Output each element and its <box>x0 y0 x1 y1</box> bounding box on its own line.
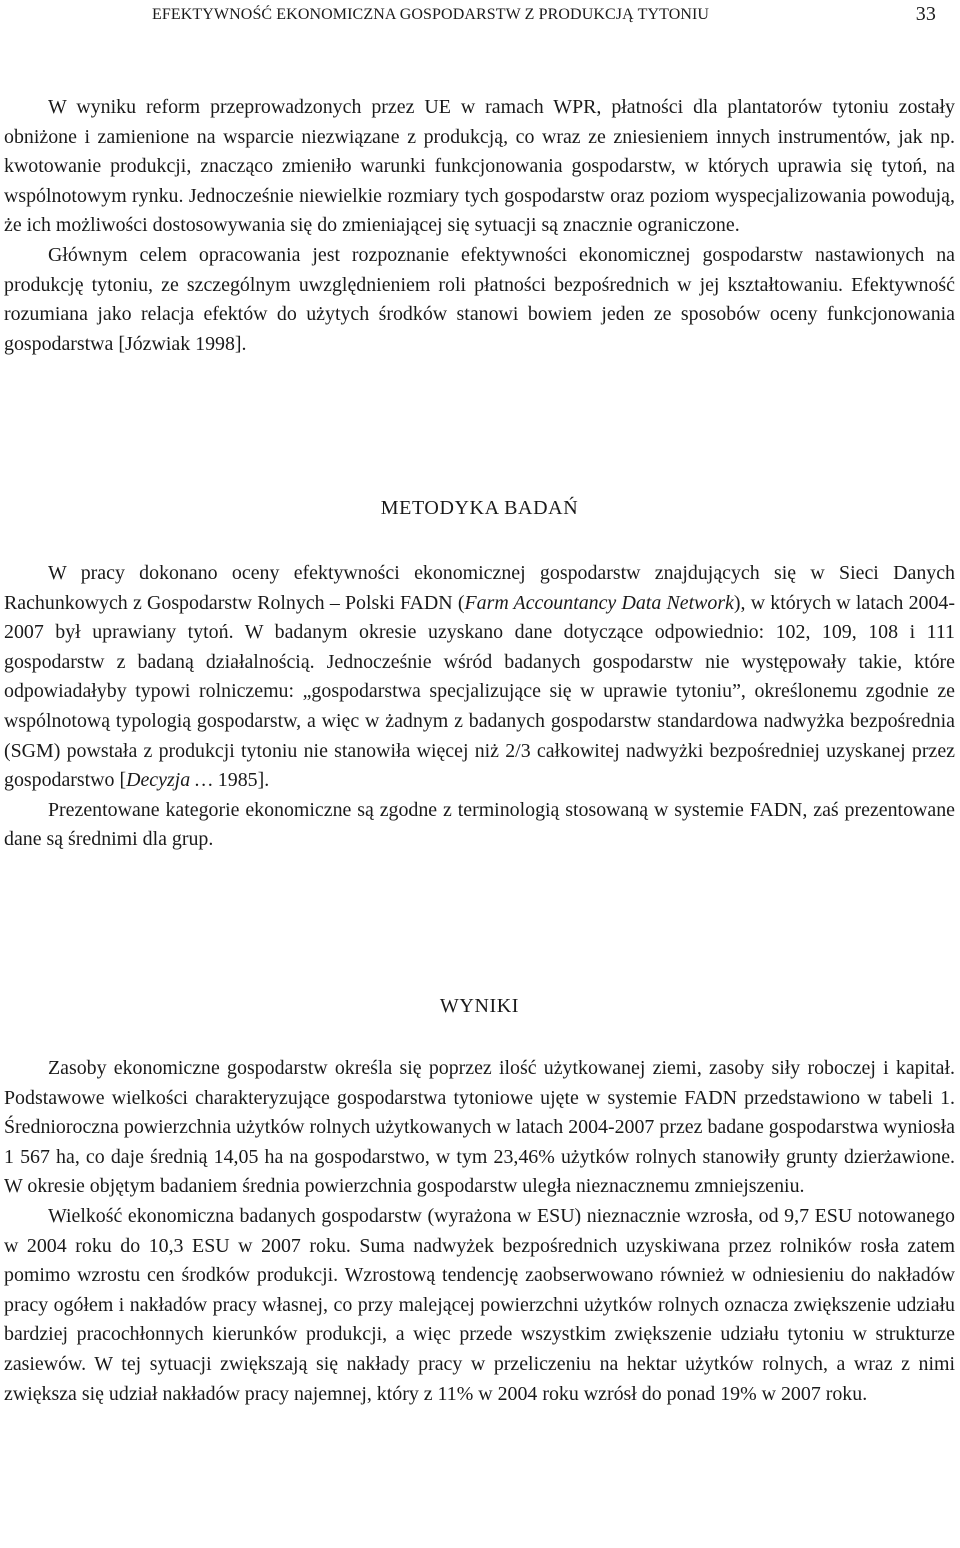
methods-paragraph-2: Prezentowane kategorie ekonomiczne są zgodne z terminologią stosowaną w systemie FADN, zaś prezentowane dane są średnimi dla grup. <box>4 798 955 851</box>
methods-citation-italic: Decyzja … <box>126 769 213 792</box>
intro-section <box>4 93 955 359</box>
methods-text-part-1: W pracy dokonano oceny efektywności ekonomicznej gospodarstw znajdujących się w Sieci Danych Rachunkowych z Gospodarstw Rolnych – Polski FADN ( <box>4 562 955 614</box>
page-number: 33 <box>915 3 936 25</box>
running-header <box>152 4 936 28</box>
methods-section <box>4 559 955 855</box>
section-heading-methods: METODYKA BADAŃ <box>380 497 579 519</box>
intro-paragraph-2: Głównym celem opracowania jest rozpoznanie efektywności ekonomicznej gospodarstw nastawionych na produkcję tytoniu, ze szczególnym uwzględnieniem roli płatności bezpośrednich w jej kształtowaniu. Efektywność rozumiana jako relacja efektów do użytych środków stanowi bowiem jeden ze sposobów oceny funkcjonowania gospodarstwa [Józwiak 1998]. <box>4 243 955 355</box>
methods-paragraph-1 <box>4 559 955 796</box>
section-heading-results: WYNIKI <box>439 995 520 1017</box>
methods-text-part-3: 1985]. <box>212 769 270 792</box>
intro-paragraph-1: W wyniku reform przeprowadzonych przez UE w ramach WPR, płatności dla plantatorów tytoniu zostały obniżone i zamienione na wsparcie niezwiązane z produkcją, co wraz ze zniesieniem innych instrumentów, jak np. kwotowanie produkcji, znacząco zmieniło warunki funkcjonowania gospodarstw, w których uprawia się tytoń, na wspólnotowym rynku. Jednocześnie niewielkie rozmiary tych gospodarstw oraz poziom wyspecjalizowania powodują, że ich możliwości dostosowywania się do zmieniającej się sytuacji są znacznie ograniczone. <box>4 96 955 237</box>
results-section <box>4 1054 955 1409</box>
running-title: EFEKTYWNOŚĆ EKONOMICZNA GOSPODARSTW Z PRODUKCJĄ TYTONIU <box>152 6 710 23</box>
methods-term-italic: Farm Accountancy Data Network <box>464 591 734 614</box>
results-paragraph-2: Wielkość ekonomiczna badanych gospodarstw (wyrażona w ESU) nieznacznie wzrosła, od 9,7 ESU notowanego w 2004 roku do 10,3 ESU w 2007 roku. Suma nadwyżek bezpośrednich uzyskiwana przez rolników rosła zatem pomimo wzrostu cen środków produkcji. Wzrostową tendencję zaobserwowano również w odniesieniu do nakładów pracy ogółem i nakładów pracy własnej, co przy malejącej powierzchni użytków rolnych oznacza zwiększenie udziału bardziej pracochłonnych kierunków produkcji, a więc przede wszystkim zwiększenie udziału tytoniu w strukturze zasiewów. W tej sytuacji zwiększają się nakłady pracy w przeliczeniu na hektar użytków rolnych, a wraz z nimi zwiększa się udział nakładów pracy najemnej, który z 11% w 2004 roku wzrósł do ponad 19% w 2007 roku. <box>4 1204 955 1405</box>
methods-text-part-2: ), w których w latach 2004-2007 był uprawiany tytoń. W badanym okresie uzyskano dane dotyczące odpowiednio: 102, 109, 108 i 111 gospodarstw z badaną działalnością. Jednocześnie wśród badanych gospodarstw nie występowały takie, które odpowiadałyby typowi rolniczemu: „gospodarstwa specjalizujące się w uprawie tytoniu”, określonemu zgodnie ze wspólnotową typologią gospodarstw, a więc w żadnym z badanych gospodarstw standardowa nadwyżka bezpośrednia (SGM) powstała z produkcji tytoniu nie stanowiła więcej niż 2/3 całkowitej nadwyżki bezpośredniej uzyskanej przez gospodarstwo [ <box>4 591 955 792</box>
results-paragraph-1: Zasoby ekonomiczne gospodarstw określa się poprzez ilość użytkowanej ziemi, zasoby siły roboczej i kapitał. Podstawowe wielkości charakteryzujące gospodarstwa tytoniowe ujęte w systemie FADN przedstawiono w tabeli 1. Średnioroczna powierzchnia użytków rolnych użytkowanych w latach 2004-2007 przez badane gospodarstwa wyniosła 1 567 ha, co daje średnią 14,05 ha na gospodarstwo, w tym 23,46% użytków rolnych stanowiły grunty dzierżawione. W okresie objętym badaniem średnia powierzchnia gospodarstw uległa nieznacznemu zmniejszeniu. <box>4 1057 955 1198</box>
